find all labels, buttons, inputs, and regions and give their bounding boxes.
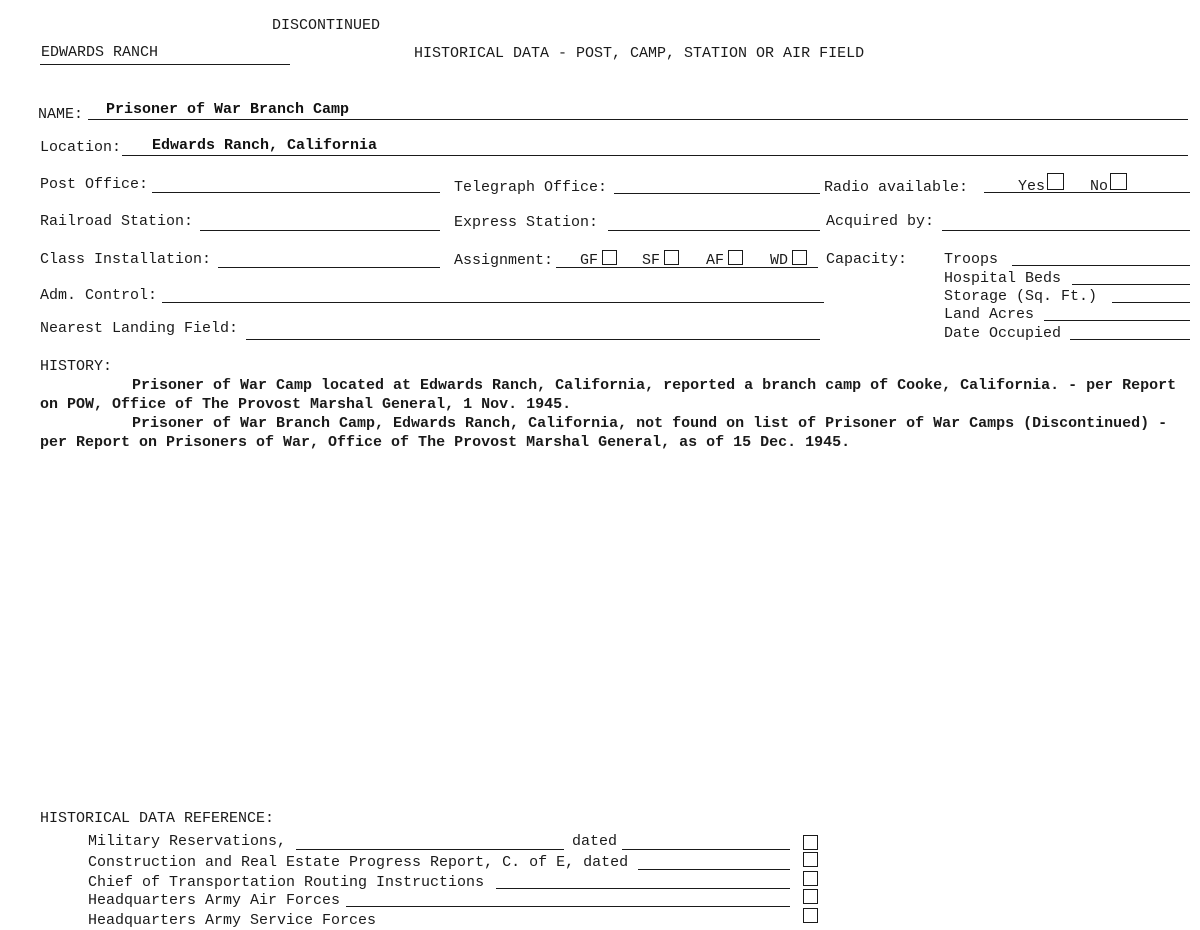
station-name: EDWARDS RANCH [41, 44, 159, 61]
ref-military-dated: dated [572, 833, 618, 850]
express-field[interactable] [608, 230, 820, 231]
assignment-label: Assignment: [454, 252, 554, 269]
assign-wd-option[interactable] [770, 250, 807, 269]
ref-construction-checkbox[interactable] [803, 852, 818, 871]
acquired-label: Acquired by: [826, 213, 935, 230]
assign-sf-checkbox[interactable] [664, 250, 679, 265]
form-title: HISTORICAL DATA - POST, CAMP, STATION OR AIR FIELD [414, 45, 865, 62]
ref-aaf-label: Headquarters Army Air Forces [88, 892, 341, 909]
capacity-storage-field[interactable] [1112, 302, 1190, 303]
discontinued-stamp: DISCONTINUED [272, 17, 381, 34]
class-label: Class Installation: [40, 251, 212, 268]
history-p1-line1: Prisoner of War Camp located at Edwards Ranch, California, reported a branch camp of Cooke, California. - per Report [132, 377, 1177, 394]
ref-military-field[interactable] [296, 849, 564, 850]
capacity-land-field[interactable] [1044, 320, 1190, 321]
history-paragraph-2 [40, 414, 1190, 452]
capacity-land-label: Land Acres [944, 306, 1035, 323]
assign-sf-label: SF [642, 252, 661, 269]
capacity-hospital-field[interactable] [1072, 284, 1190, 285]
assign-af-option[interactable] [706, 250, 743, 269]
post-office-label: Post Office: [40, 176, 149, 193]
adm-control-field[interactable] [162, 302, 824, 303]
telegraph-label: Telegraph Office: [454, 179, 608, 196]
radio-no-label: No [1090, 178, 1109, 195]
ref-construction-field[interactable] [638, 869, 790, 870]
ref-transport-field[interactable] [496, 888, 790, 889]
capacity-date-field[interactable] [1070, 339, 1190, 340]
assign-af-label: AF [706, 252, 725, 269]
capacity-troops-field[interactable] [1012, 265, 1190, 266]
name-field-line [88, 119, 1188, 120]
history-label: HISTORY: [40, 358, 113, 375]
ref-transport-checkbox[interactable] [803, 871, 818, 890]
radio-yes-checkbox[interactable] [1047, 173, 1064, 190]
history-p2-line2: per Report on Prisoners of War, Office of The Provost Marshal General, as of 15 Dec. 1945. [40, 434, 851, 451]
ref-construction-label: Construction and Real Estate Progress Report, C. of E, dated [88, 854, 629, 871]
station-name-underline [40, 64, 290, 65]
railroad-field[interactable] [200, 230, 440, 231]
ref-military-date-field[interactable] [622, 849, 790, 850]
radio-no-option[interactable] [1090, 173, 1127, 195]
history-p2-line1: Prisoner of War Branch Camp, Edwards Ranch, California, not found on list of Prisoner of War Camps (Discontinued) - [132, 415, 1168, 432]
capacity-troops-label: Troops [944, 251, 999, 268]
capacity-date-label: Date Occupied [944, 325, 1062, 342]
assign-sf-option[interactable] [642, 250, 679, 269]
capacity-hospital-label: Hospital Beds [944, 270, 1062, 287]
telegraph-field[interactable] [614, 193, 820, 194]
assign-af-checkbox[interactable] [728, 250, 743, 265]
express-label: Express Station: [454, 214, 599, 231]
ref-aaf-field[interactable] [346, 906, 790, 907]
radio-yes-option[interactable] [1018, 173, 1064, 195]
capacity-storage-label: Storage (Sq. Ft.) [944, 288, 1098, 305]
ref-military-label: Military Reservations, [88, 833, 287, 850]
ref-asf-label: Headquarters Army Service Forces [88, 912, 377, 929]
ref-asf-checkbox[interactable] [803, 908, 818, 927]
location-label: Location: [40, 139, 122, 156]
assign-gf-label: GF [580, 252, 599, 269]
railroad-label: Railroad Station: [40, 213, 194, 230]
landing-field-label: Nearest Landing Field: [40, 320, 239, 337]
assign-gf-option[interactable] [580, 250, 617, 269]
radio-no-checkbox[interactable] [1110, 173, 1127, 190]
ref-transport-label: Chief of Transportation Routing Instructions [88, 874, 485, 891]
ref-aaf-checkbox[interactable] [803, 889, 818, 908]
radio-yes-label: Yes [1018, 178, 1046, 195]
assign-wd-label: WD [770, 252, 789, 269]
acquired-field[interactable] [942, 230, 1190, 231]
assign-wd-checkbox[interactable] [792, 250, 807, 265]
location-field-line [122, 155, 1188, 156]
radio-field-line [984, 192, 1190, 193]
location-value[interactable]: Edwards Ranch, California [152, 137, 378, 154]
reference-label: HISTORICAL DATA REFERENCE: [40, 810, 275, 827]
name-value[interactable]: Prisoner of War Branch Camp [106, 101, 350, 118]
adm-control-label: Adm. Control: [40, 287, 158, 304]
name-label: NAME: [38, 106, 84, 123]
history-p1-line2: on POW, Office of The Provost Marshal General, 1 Nov. 1945. [40, 396, 572, 413]
landing-field-field[interactable] [246, 339, 820, 340]
history-paragraph-1 [40, 376, 1190, 414]
radio-label: Radio available: [824, 179, 969, 196]
assign-gf-checkbox[interactable] [602, 250, 617, 265]
class-field[interactable] [218, 267, 440, 268]
capacity-label: Capacity: [826, 251, 908, 268]
post-office-field[interactable] [152, 192, 440, 193]
